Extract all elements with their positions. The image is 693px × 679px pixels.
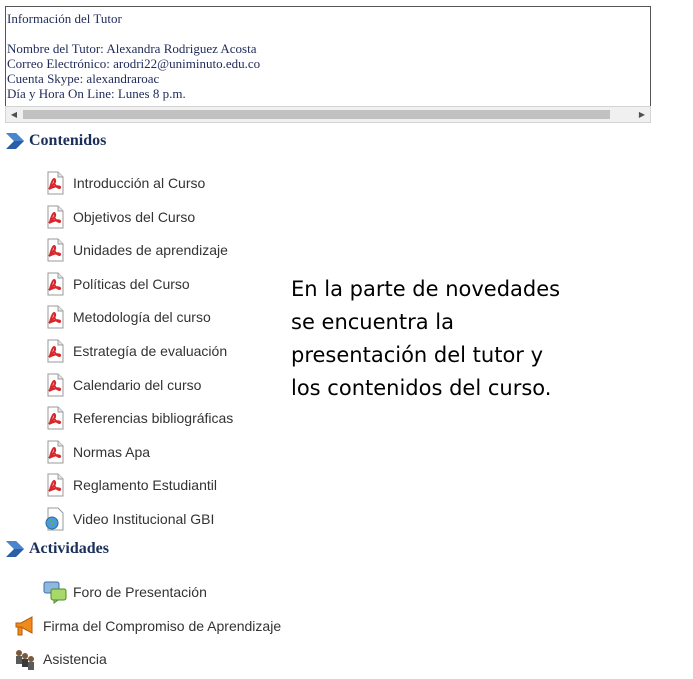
content-item-label: Calendario del curso [73,377,202,393]
pdf-icon [43,339,67,363]
content-item-label: Introducción al Curso [73,175,206,191]
activity-label: Firma del Compromiso de Aprendizaje [43,618,282,634]
content-item[interactable] [43,373,201,397]
attendance-icon [13,647,37,671]
content-item[interactable] [43,440,150,464]
pdf-icon [43,440,67,464]
pdf-icon [43,305,67,329]
annotation-line: los contenidos del curso. [291,376,552,400]
pdf-icon [43,205,67,229]
pdf-icon [43,238,67,262]
content-item-label: Estrategía de evaluación [73,343,228,359]
globe-icon [43,507,67,531]
section-header-contenidos [5,131,106,151]
activity-asistencia[interactable] [13,647,107,671]
tutor-heading: Información del Tutor [7,11,122,26]
pdf-icon [43,373,67,397]
content-item-label: Metodología del curso [73,309,211,325]
content-item-label: Políticas del Curso [73,276,190,292]
activity-firma-compromiso[interactable] [13,614,281,638]
content-item[interactable] [43,473,217,497]
pdf-icon [43,406,67,430]
content-item[interactable] [43,238,228,262]
chevron-right-icon [5,539,25,559]
activity-label: Asistencia [43,651,107,667]
tutor-skype: Cuenta Skype: alexandraroac [7,71,160,86]
content-item-label: Normas Apa [73,444,151,460]
chevron-right-icon [5,131,25,151]
pdf-icon [43,171,67,195]
annotation-line: En la parte de novedades [291,277,561,301]
annotation-line: se encuentra la [291,310,454,334]
content-item-label: Unidades de aprendizaje [73,242,228,258]
tutor-email: Correo Electrónico: arodri22@uniminuto.edu.co [7,56,261,71]
tutor-schedule: Día y Hora On Line: Lunes 8 p.m. [7,86,186,101]
scrollbar-thumb[interactable] [23,110,610,119]
tutor-name: Nombre del Tutor: Alexandra Rodriguez Acosta [7,41,257,56]
content-item-label: Referencias bibliográficas [73,410,234,426]
activity-label: Foro de Presentación [73,584,207,600]
content-item[interactable] [43,305,211,329]
content-item[interactable] [43,406,233,430]
megaphone-icon [13,614,37,638]
forum-icon [43,580,67,604]
content-item-label: Reglamento Estudiantil [73,477,217,493]
pdf-icon [43,272,67,296]
section-title-contenidos: Contenidos [29,132,107,149]
content-item[interactable] [43,507,214,531]
scroll-left-arrow-icon[interactable]: ◀ [10,110,18,119]
annotation-note [291,273,611,405]
section-header-actividades [5,539,109,559]
content-item[interactable] [43,339,227,363]
content-item[interactable] [43,205,195,229]
pdf-icon [43,473,67,497]
tutor-info-box [5,6,651,106]
horizontal-scrollbar[interactable] [5,106,651,123]
annotation-line: presentación del tutor y [291,343,544,367]
content-item-label: Objetivos del Curso [73,209,196,225]
content-item[interactable] [43,272,190,296]
content-item[interactable] [43,171,205,195]
activity-foro-presentacion[interactable] [43,580,207,604]
section-title-actividades: Actividades [29,540,109,557]
scroll-right-arrow-icon[interactable]: ▶ [638,110,646,119]
content-item-label: Video Institucional GBI [73,511,215,527]
